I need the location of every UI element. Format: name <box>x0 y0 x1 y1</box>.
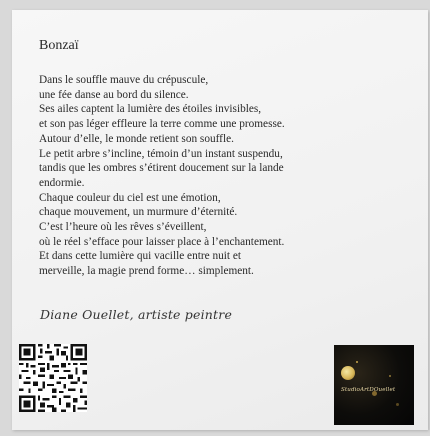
poem-line: Ses ailes captent la lumière des étoiles invisibles, <box>39 103 262 116</box>
poem-line: tandis que les ombres s’étirent doucement sur la lande endormie. <box>39 162 284 189</box>
artist-signature: Diane Ouellet, artiste peintre <box>40 307 233 322</box>
poem-line: une fée danse au bord du silence. <box>39 88 189 101</box>
poem-card <box>12 10 428 430</box>
poem-line: Autour d’elle, le monde retient son souffle. <box>39 132 234 145</box>
studio-logo <box>334 345 414 425</box>
poem-body <box>39 73 329 279</box>
poem-line: merveille, la magie prend forme… simplement. <box>39 265 254 278</box>
qr-code-icon[interactable] <box>19 344 87 412</box>
poem-line: Dans le souffle mauve du crépuscule, <box>39 74 209 86</box>
poem-line: où le réel s’efface pour laisser place à l’enchantement. <box>39 235 285 248</box>
sparkle-icon <box>356 361 358 363</box>
sparkle-icon <box>396 403 399 406</box>
poem-line: C’est l’heure où les rêves s’éveillent, <box>39 221 207 234</box>
sparkle-icon <box>389 375 391 377</box>
poem-title: Bonzaï <box>39 38 79 53</box>
moon-icon <box>341 366 355 380</box>
poem-line: Le petit arbre s’incline, témoin d’un instant suspendu, <box>39 147 283 160</box>
poem-line: Et dans cette lumière qui vacille entre nuit et <box>39 250 242 263</box>
poem-line: Chaque couleur du ciel est une émotion, <box>39 191 221 204</box>
logo-wordmark: StudioArtDOuellet <box>341 387 396 393</box>
poem-line: chaque mouvement, un murmure d’éternité. <box>39 206 238 219</box>
poem-line: et son pas léger effleure la terre comme une promesse. <box>39 118 285 131</box>
